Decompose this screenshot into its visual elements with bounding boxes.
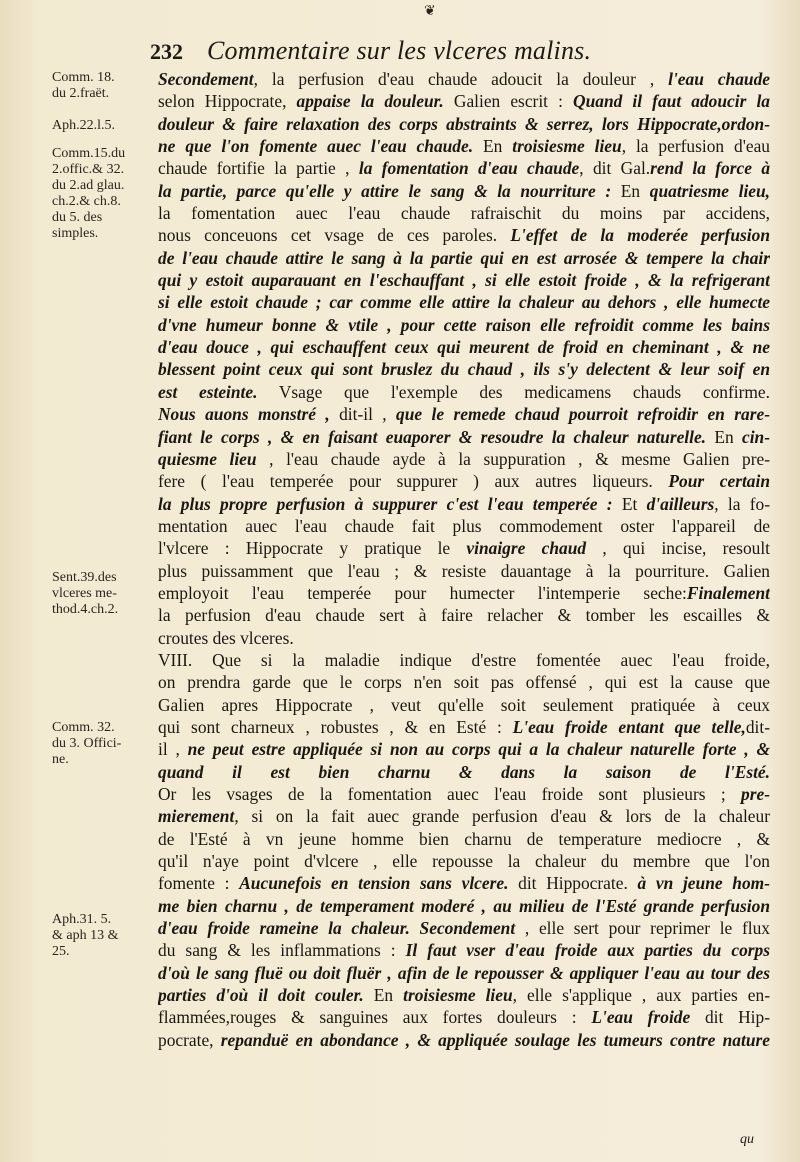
text-line <box>158 1006 770 1028</box>
roman-text: nous conceuons cet vsage de ces paroles. <box>158 225 511 246</box>
roman-text: la perfusion d'eau chaude sert à faire relacher & tomber les escailles & <box>158 605 770 626</box>
text-line <box>158 783 770 805</box>
roman-text: , si on la fait auec grande perfusion d'eau & lors de la chaleur <box>234 806 770 827</box>
text-line <box>158 180 770 202</box>
text-line <box>158 716 770 738</box>
text-line <box>158 939 770 961</box>
roman-text: pocrate, <box>158 1029 221 1050</box>
italic-quote: ne peut estre appliquée si non au corps qui a la chaleur naturelle forte , & <box>187 739 770 760</box>
text-line <box>158 202 770 224</box>
roman-text: En <box>363 985 404 1006</box>
italic-quote: Quand il faut adoucir la <box>573 91 770 112</box>
margin-note <box>52 70 152 102</box>
running-title: Commentaire sur les vlceres malins. <box>207 36 592 65</box>
italic-quote: troisiesme lieu <box>403 985 513 1006</box>
margin-note-line: Comm. 18. <box>52 70 115 85</box>
text-line <box>158 1029 770 1051</box>
italic-quote: d'ailleurs <box>646 493 715 514</box>
roman-text: En <box>706 426 742 447</box>
margin-note-line: ne. <box>52 752 69 767</box>
italic-quote: L'eau froide <box>591 1007 691 1028</box>
text-line <box>158 68 770 90</box>
roman-text: chaude fortifie la partie , <box>158 158 359 179</box>
roman-text: mentation auec l'eau chaude fait plus commodement oster l'appareil de <box>158 515 770 536</box>
italic-quote: que le remede chaud pourroit refroidir en rare- <box>396 404 770 425</box>
italic-quote: appaise la douleur. <box>296 91 444 112</box>
text-line <box>158 314 770 336</box>
catchword: qu <box>740 1132 754 1147</box>
text-line <box>158 627 770 649</box>
margin-note-line: du 3. Offici- <box>52 736 122 751</box>
text-line <box>158 850 770 872</box>
roman-text: , la fo- <box>714 493 770 514</box>
roman-text: , qui incise, resoult <box>586 538 770 559</box>
italic-quote: repanduë en abondance , & appliquée soulage les tumeurs contre nature <box>220 1029 770 1050</box>
italic-quote: L'effet de la moderée perfusion <box>510 225 770 246</box>
roman-text: fere ( l'eau temperée pour suppurer ) aux autres liqueurs. <box>158 471 669 492</box>
italic-quote: d'eau douce , qui eschauffent ceux qui meurent de froid en cheminant , & ne <box>158 337 770 358</box>
italic-quote: pre- <box>741 784 770 804</box>
margin-note-line: Aph.31. 5. <box>52 912 112 927</box>
roman-text: dit- <box>745 716 770 737</box>
italic-quote: d'vne humeur bonne & vtile , pour cette raison elle refroidit comme les bains <box>158 314 770 335</box>
roman-text: Or les vsages de la fomentation auec l'eau froide sont plusieurs ; <box>158 784 742 804</box>
italic-quote: la plus propre perfusion à suppurer c'est l'eau temperée : <box>158 493 613 514</box>
fleuron-ornament: ❦ <box>424 3 436 19</box>
italic-quote: rend la force à <box>650 158 770 179</box>
italic-quote: Secondement <box>158 69 254 89</box>
italic-quote: à vn jeune hom- <box>637 873 770 894</box>
text-line <box>158 917 770 939</box>
text-line <box>158 805 770 827</box>
roman-text: , la perfusion d'eau <box>621 136 770 157</box>
page-header <box>150 36 770 68</box>
italic-quote: l'eau chaude <box>668 69 770 89</box>
text-line <box>158 291 770 313</box>
text-line <box>158 448 770 470</box>
margin-note-line: 25. <box>52 944 70 959</box>
italic-quote: Il faut vser d'eau froide aux parties du corps <box>405 940 770 961</box>
text-line <box>158 224 770 246</box>
text-line <box>158 381 770 403</box>
roman-text: , elle sert pour reprimer le flux <box>515 918 770 939</box>
roman-text: qu'il n'aye point d'vlcere , elle repousse la chaleur du membre que l'on <box>158 851 770 872</box>
italic-quote: Aucunefois en tension sans vlcere. <box>239 873 509 894</box>
italic-quote: parties d'où il doit couler. <box>158 985 364 1006</box>
roman-text: du sang & les inflammations : <box>158 940 406 961</box>
text-line <box>158 694 770 716</box>
italic-quote: quand il est bien charnu & dans la saison de l'Esté. <box>158 761 770 782</box>
margin-note-line: thod.4.ch.2. <box>52 602 119 617</box>
italic-quote: ne que l'on fomente auec l'eau chaude. <box>158 136 474 157</box>
text-line <box>158 269 770 291</box>
roman-text: En <box>611 180 650 201</box>
margin-note <box>52 118 152 134</box>
roman-text: dit Hippocrate. <box>508 873 638 894</box>
italic-quote: qui y estoit auparauant en l'eschauffant , si elle estoit froide , & la refrigerant <box>158 270 770 291</box>
italic-quote: d'eau froide rameine la chaleur. Secondement <box>158 918 516 939</box>
page-number: 232 <box>150 39 183 64</box>
italic-quote: d'où le sang fluë ou doit fluër , afin de le repousser & appliquer l'eau au tour des <box>158 962 770 983</box>
italic-quote: mierement <box>158 806 235 827</box>
roman-text: VIII. Que si la maladie indique d'estre fomentée auec l'eau froide, <box>158 649 770 670</box>
italic-quote: la fomentation d'eau chaude <box>358 158 580 179</box>
text-line <box>158 671 770 693</box>
text-line <box>158 761 770 783</box>
text-line <box>158 336 770 358</box>
text-line <box>158 560 770 582</box>
text-line <box>158 582 770 604</box>
italic-quote: Nous auons monstré , <box>158 404 330 425</box>
text-line <box>158 470 770 492</box>
italic-quote: si elle estoit chaude ; car comme elle attire la chaleur au dehors , elle humecte <box>158 292 770 313</box>
roman-text: En <box>473 136 513 157</box>
roman-text: Vsage que l'exemple des medicamens chauds confirme. <box>257 381 770 402</box>
text-line <box>158 738 770 760</box>
roman-text: de l'Esté à vn jeune homme bien charnu de temperature mediocre , & <box>158 828 770 849</box>
margin-note-line: Sent.39.des <box>52 570 117 585</box>
text-line <box>158 247 770 269</box>
italic-quote: blessent point ceux qui sont bruslez du chaud , ils s'y delectent & leur soif en <box>158 359 770 380</box>
text-line <box>158 426 770 448</box>
italic-quote: cin- <box>742 426 770 447</box>
margin-note-line: simples. <box>52 226 99 241</box>
margin-note <box>52 146 152 242</box>
margin-note <box>52 720 152 768</box>
margin-note-line: & aph 13 & <box>52 928 119 943</box>
body-text <box>158 68 770 1051</box>
margin-note-line: Aph.22.l.5. <box>52 118 115 133</box>
text-line <box>158 515 770 537</box>
text-line <box>158 113 770 135</box>
roman-text: Galien escrit : <box>443 91 574 112</box>
text-line <box>158 157 770 179</box>
margin-note-line: 2.offic.& 32. <box>52 162 125 177</box>
margin-note <box>52 570 152 618</box>
roman-text: il , <box>158 739 188 760</box>
text-line <box>158 604 770 626</box>
roman-text: la fomentation auec l'eau chaude rafraischit du moins par accidens, <box>158 203 770 224</box>
margin-note-line: du 2.ad glau. <box>52 178 125 193</box>
roman-text: flammées,rouges & sanguines aux fortes douleurs : <box>158 1007 592 1028</box>
text-line <box>158 493 770 515</box>
text-line <box>158 828 770 850</box>
roman-text: on prendra garde que le corps n'en soit pas offensé , qui est la cause que <box>158 672 770 693</box>
roman-text: dit-il , <box>329 404 397 425</box>
italic-quote: la partie, parce qu'elle y attire le sang & la nourriture : <box>158 180 612 201</box>
roman-text: dit Hip- <box>690 1007 770 1028</box>
text-line <box>158 984 770 1006</box>
roman-text: , la perfusion d'eau chaude adoucit la douleur , <box>253 69 669 89</box>
italic-quote: quatriesme lieu, <box>649 180 770 201</box>
italic-quote: Finalement <box>686 582 770 603</box>
italic-quote: est esteinte. <box>158 381 258 402</box>
italic-quote: de l'eau chaude attire le sang à la partie qui en est arrosée & tempere la chair <box>158 247 770 268</box>
text-line <box>158 872 770 894</box>
margin-note-line: vlceres me- <box>52 586 117 601</box>
margin-note-line: du 5. des <box>52 210 103 225</box>
margin-note-line: ch.2.& ch.8. <box>52 194 121 209</box>
italic-quote: troisiesme lieu <box>512 136 622 157</box>
roman-text: employoit l'eau temperée pour humecter l'intemperie seche: <box>158 582 687 603</box>
italic-quote: Pour certain <box>668 471 770 492</box>
roman-text: selon Hippocrate, <box>158 91 297 112</box>
margin-note <box>52 912 152 960</box>
margin-note-line: du 2.fraët. <box>52 86 110 101</box>
roman-text: croutes des vlceres. <box>158 627 294 648</box>
italic-quote: quiesme lieu <box>158 448 257 469</box>
roman-text: , dit Gal. <box>579 158 651 179</box>
italic-quote: fiant le corps , & en faisant euaporer & resoudre la chaleur naturelle. <box>158 426 707 447</box>
text-line <box>158 537 770 559</box>
text-line <box>158 135 770 157</box>
roman-text: plus puissamment que l'eau ; & resiste dauantage à la pourriture. Galien <box>158 560 770 581</box>
italic-quote: L'eau froide entant que telle, <box>512 716 746 737</box>
italic-quote: vinaigre chaud <box>466 538 587 559</box>
text-line <box>158 649 770 671</box>
text-line <box>158 895 770 917</box>
text-line <box>158 90 770 112</box>
text-line <box>158 403 770 425</box>
roman-text: fomente : <box>158 873 240 894</box>
margin-note-line: Comm.15.du <box>52 146 126 161</box>
roman-text: qui sont charneux , robustes , & en Esté : <box>158 716 513 737</box>
roman-text: , l'eau chaude ayde à la suppuration , & mesme Galien pre- <box>256 448 770 469</box>
italic-quote: me bien charnu , de temperament moderé , au milieu de l'Esté grande perfusion <box>158 895 770 916</box>
margin-note-line: Comm. 32. <box>52 720 115 735</box>
roman-text: l'vlcere : Hippocrate y pratique le <box>158 538 467 559</box>
italic-quote: douleur & faire relaxation des corps abstraints & serrez, lors Hippocrate,ordon- <box>158 113 770 134</box>
roman-text: Galien apres Hippocrate , veut qu'elle soit seulement pratiquée à ceux <box>158 694 770 715</box>
text-line <box>158 358 770 380</box>
text-line <box>158 962 770 984</box>
roman-text: Et <box>612 493 647 514</box>
roman-text: , elle s'applique , aux parties en- <box>512 985 770 1006</box>
